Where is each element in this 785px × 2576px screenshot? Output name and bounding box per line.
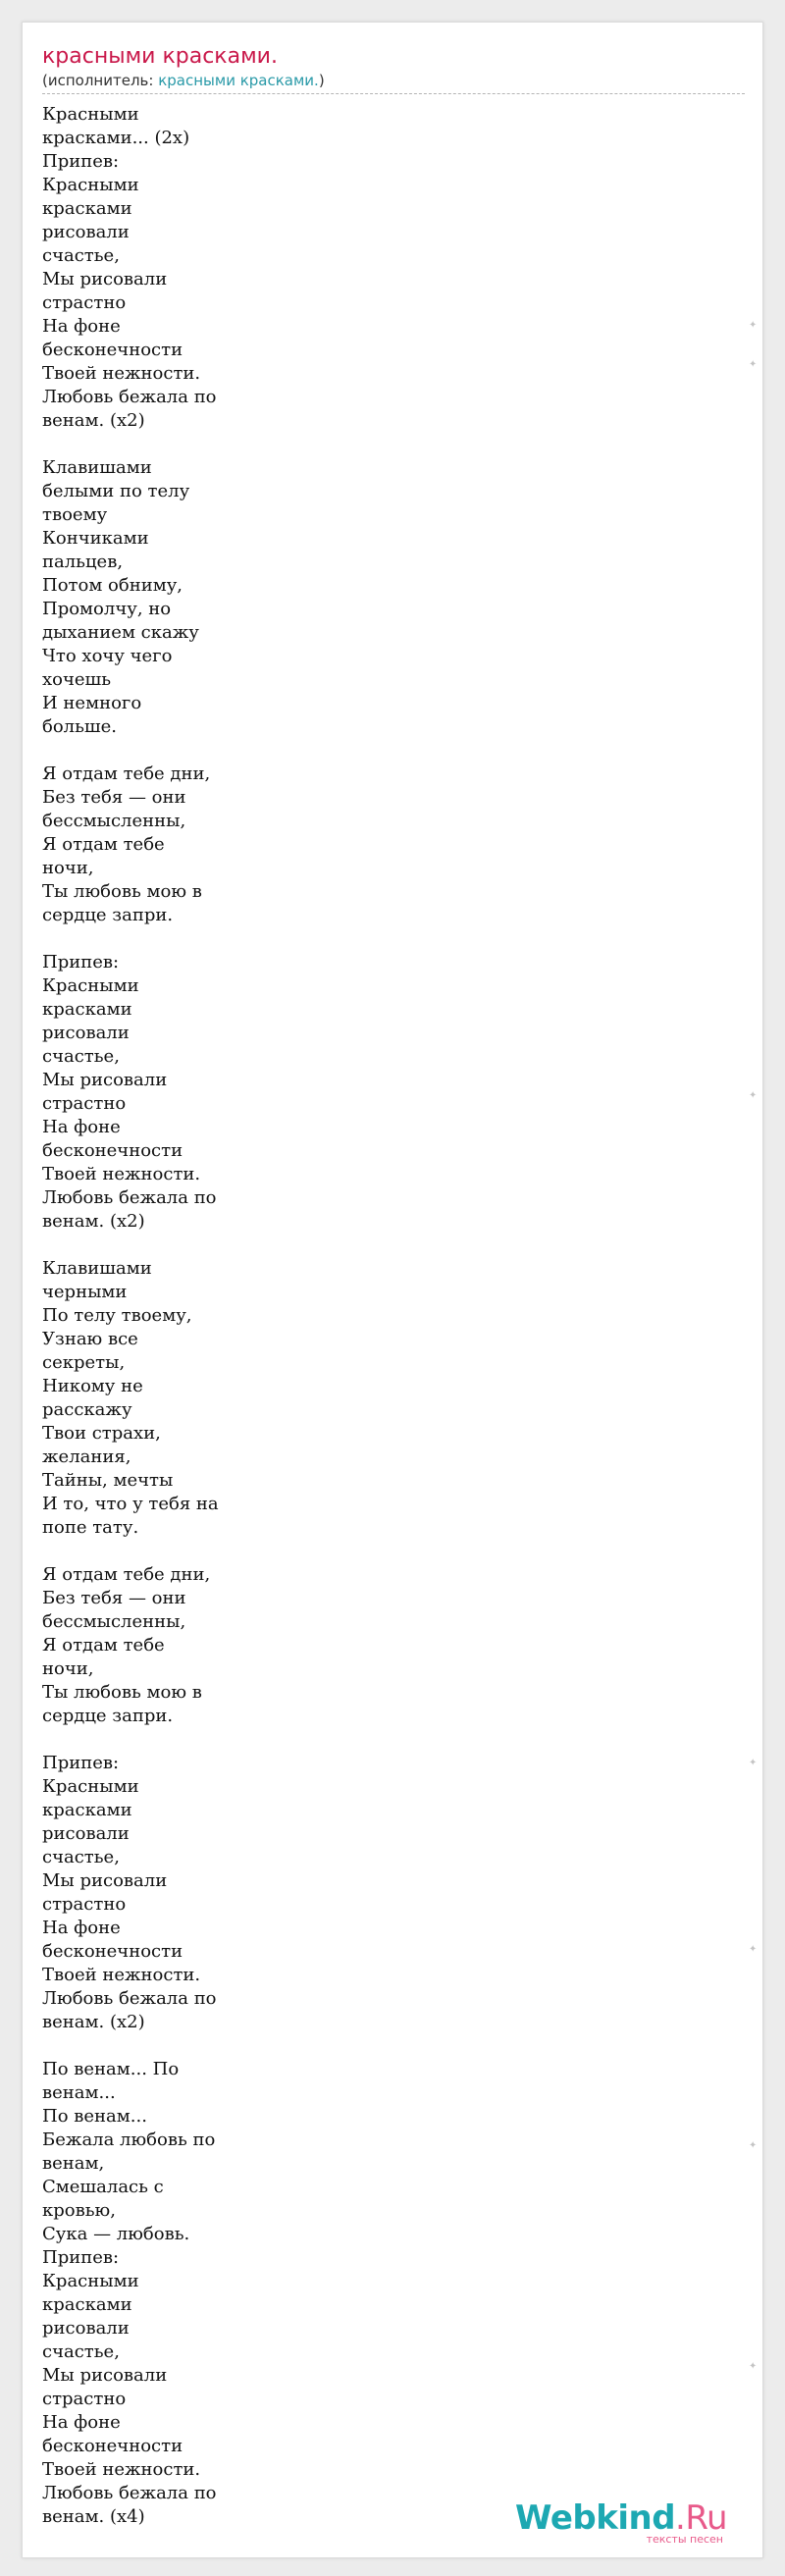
song-title: красными красками. <box>42 44 278 69</box>
edge-marker: ✦ <box>749 1758 758 1768</box>
edge-marker: ✦ <box>749 320 758 331</box>
edge-marker: ✦ <box>749 2140 758 2151</box>
edge-marker: ✦ <box>749 2361 758 2372</box>
logo-tld: .Ru <box>675 2498 727 2538</box>
artist-line <box>42 70 745 94</box>
logo-tagline: тексты песен <box>646 2533 723 2546</box>
logo-wordmark <box>515 2499 727 2537</box>
lyrics-card <box>22 22 763 2558</box>
artist-prefix: (исполнитель: <box>42 72 159 89</box>
edge-marker: ✦ <box>749 359 758 370</box>
lyrics-text: Красными красками... (2х) Припев: Красными красками рисовали счастье, Мы рисовали страстно На фоне бесконечности Твоей нежности. Любовь бежала по венам. (х2) Клавишами белыми по телу твоему Кончиками пальцев, Потом обниму, Промолчу, но дыханием скажу Что хочу чего хочешь И немного больше. Я отдам тебе дни, Без тебя — они бессмысленны, Я отдам тебе ночи, Ты любовь мою в сердце запри. Припев: Красными красками рисовали счастье, Мы рисовали страстно На фоне бесконечности Твоей нежности. Любовь бежала по венам. (х2) Клавишами черными По телу твоему, Узнаю все секреты, Никому не расскажу Твои страхи, желания, Тайны, мечты И то, что у тебя на попе тату. Я отдам тебе дни, Без тебя — они бессмысленны, Я отдам тебе ночи, Ты любовь мою в сердце запри. Припев: Красными красками рисовали счастье, Мы рисовали страстно На фоне бесконечности Твоей нежности. Любовь бежала по венам. (х2) По венам... По венам... По венам... Бежала любовь по венам, Смешалась с кровью, Сука — любовь. Припев: Красными красками рисовали счастье, Мы рисовали страстно На фоне бесконечности Твоей нежности. Любовь бежала по венам. (х4) <box>42 104 219 2527</box>
edge-marker: ✦ <box>749 1090 758 1101</box>
artist-suffix: ) <box>318 72 325 89</box>
webkind-logo[interactable] <box>515 2499 727 2546</box>
edge-marker: ✦ <box>749 1944 758 1955</box>
artist-link[interactable]: красными красками. <box>158 72 319 89</box>
logo-name: Webkind <box>515 2498 676 2538</box>
